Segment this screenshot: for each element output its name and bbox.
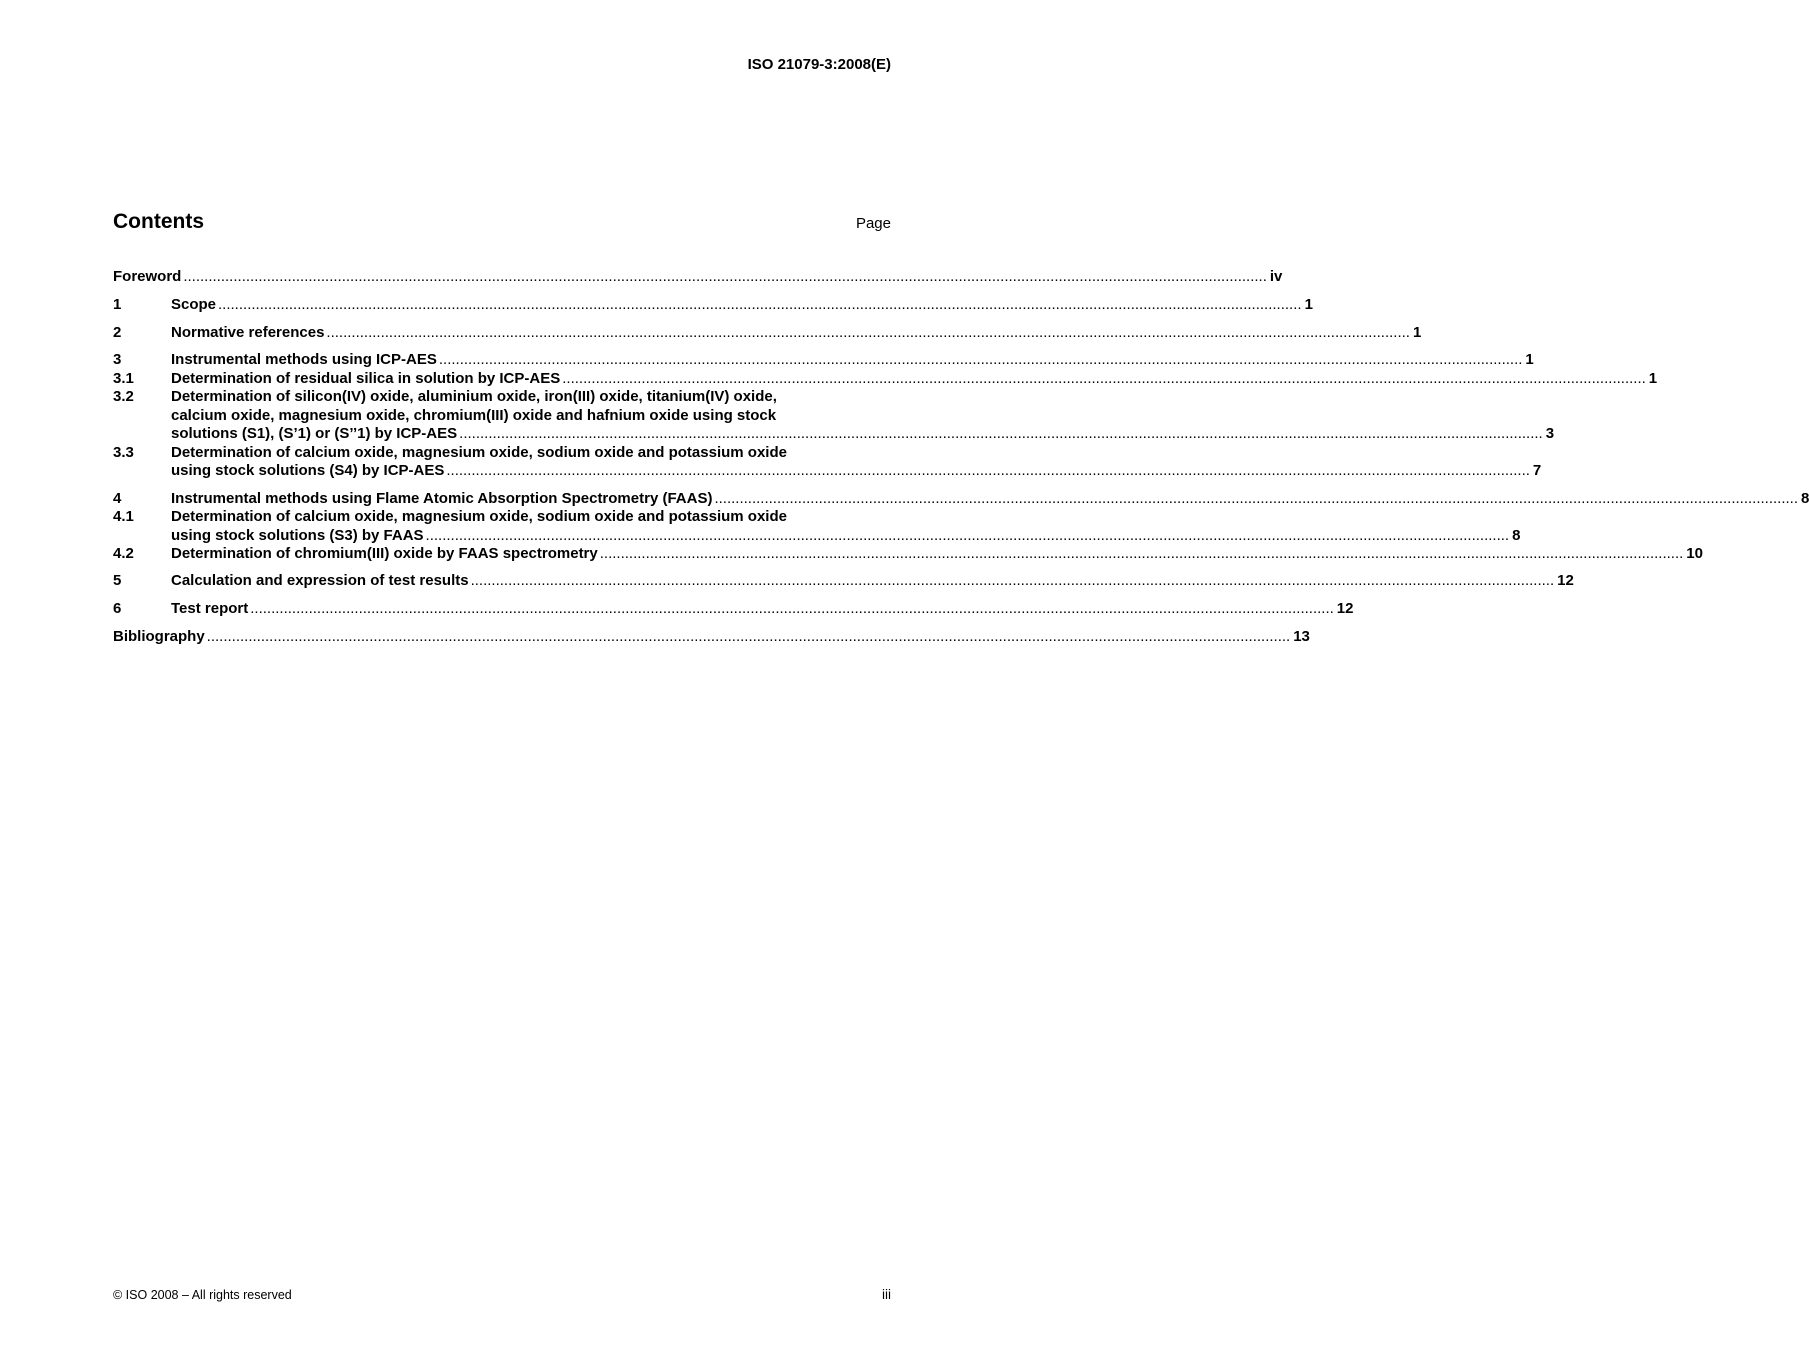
dot-leader: ....................................................................................................................................................................................................................................................................: [599, 545, 1684, 562]
dot-leader: ....................................................................................................................................................................................................................................................................: [562, 369, 1646, 387]
toc-entry[interactable]: [113, 489, 1809, 509]
toc-entry-title-line: [171, 425, 1555, 444]
dot-leader: ....................................................................................................................................................................................................................................................................: [438, 351, 1523, 368]
dot-leader: ....................................................................................................................................................................................................................................................................: [425, 526, 1510, 544]
toc-entry-title: Determination of chromium(III) oxide by FAAS spectrometry: [171, 545, 598, 562]
dot-leader: ....................................................................................................................................................................................................................................................................: [446, 462, 1530, 479]
toc-entry[interactable]: [113, 268, 1283, 287]
toc-entry-title-line: [171, 369, 1658, 389]
document-code: ISO 21079-3:2008(E): [747, 56, 891, 73]
toc-entry-number: 5: [113, 572, 122, 589]
dot-leader: ....................................................................................................................................................................................................................................................................: [459, 425, 1543, 442]
toc-entry-number: 1: [113, 296, 122, 313]
toc-entry-title: Test report: [171, 600, 249, 617]
toc-entry-title-line: [171, 545, 1703, 564]
toc-entry-page: 1: [1412, 323, 1422, 341]
toc-entry-title: Bibliography: [113, 628, 205, 645]
toc-entry-title-line: [113, 628, 1310, 647]
toc-entry-title-line: Determination of calcium oxide, magnesium oxide, sodium oxide and potassium oxide: [171, 508, 787, 525]
toc-entry-page: 12: [1336, 600, 1354, 617]
dot-leader: ....................................................................................................................................................................................................................................................................: [183, 268, 1267, 285]
toc-entry-number: 4.2: [113, 545, 134, 562]
toc-entry-title-line: [171, 296, 1313, 315]
toc-heading: [113, 210, 891, 234]
dot-leader: ....................................................................................................................................................................................................................................................................: [714, 489, 1798, 507]
toc-entry-number: 4: [113, 489, 122, 507]
toc-entry-title-line: [171, 526, 1521, 546]
toc-entry[interactable]: [113, 600, 1354, 619]
toc-entry-title-line: [171, 462, 1542, 481]
toc-entry-title: using stock solutions (S4) by ICP-AES: [171, 462, 445, 479]
toc-entry-title-line: [171, 323, 1422, 343]
toc-entry-title: Instrumental methods using Flame Atomic Absorption Spectrometry (FAAS): [171, 489, 713, 507]
toc-entry-title-line: Determination of silicon(IV) oxide, aluminium oxide, iron(III) oxide, titanium(IV) oxide,: [171, 388, 777, 405]
copyright-notice: © ISO 2008 – All rights reserved: [113, 1288, 292, 1302]
contents-title: Contents: [113, 210, 204, 233]
toc-entry[interactable]: [113, 388, 1555, 444]
toc-entry-number: 3: [113, 351, 122, 368]
toc-entry[interactable]: [113, 545, 1703, 564]
toc-entry-page: 13: [1293, 628, 1310, 645]
toc-entry[interactable]: [113, 508, 1521, 545]
toc-entry-title: using stock solutions (S3) by FAAS: [171, 526, 424, 544]
toc-entry-page: 3: [1545, 425, 1555, 442]
toc-entry[interactable]: [113, 443, 1542, 481]
toc-entry-page: 8: [1512, 526, 1521, 544]
toc-entry-page: 7: [1532, 462, 1542, 479]
dot-leader: ....................................................................................................................................................................................................................................................................: [206, 628, 1291, 645]
toc-entry-title-line: Determination of calcium oxide, magnesium oxide, sodium oxide and potassium oxide: [171, 443, 787, 461]
toc-entry-number: 3.2: [113, 388, 134, 405]
toc-entry-page: 1: [1525, 351, 1534, 368]
toc-entry-number: 3.3: [113, 443, 134, 461]
toc-entry-title: solutions (S1), (S’1) or (S’’1) by ICP-AES: [171, 425, 458, 442]
dot-leader: ....................................................................................................................................................................................................................................................................: [218, 296, 1302, 313]
toc-entry-number: 4.1: [113, 508, 134, 525]
dot-leader: ....................................................................................................................................................................................................................................................................: [326, 323, 1410, 341]
toc-entry-title: Scope: [171, 296, 217, 313]
toc-entry[interactable]: [113, 296, 1313, 315]
toc-entry-page: 1: [1648, 369, 1658, 387]
toc-entry-title: Calculation and expression of test results: [171, 572, 469, 589]
toc-entry-title-line: [171, 572, 1574, 591]
toc-entry-title-line: [171, 351, 1534, 370]
toc-entry-title: Normative references: [171, 323, 325, 341]
toc-entry-page: 12: [1557, 572, 1574, 589]
dot-leader: ....................................................................................................................................................................................................................................................................: [470, 572, 1555, 589]
toc-entry[interactable]: [113, 323, 1422, 343]
toc-entry[interactable]: [113, 369, 1658, 389]
toc-entry[interactable]: [113, 572, 1574, 591]
page-number: iii: [882, 1287, 891, 1302]
toc-entry-title: Determination of residual silica in solution by ICP-AES: [171, 369, 561, 387]
dot-leader: ....................................................................................................................................................................................................................................................................: [250, 600, 1334, 617]
page-column-label: Page: [855, 215, 891, 232]
toc-entry-title-line: [171, 489, 1809, 509]
table-of-contents: [113, 268, 1809, 647]
toc-entry[interactable]: [113, 351, 1534, 370]
toc-entry-page: 8: [1801, 489, 1809, 507]
toc-entry-number: 2: [113, 323, 122, 341]
toc-entry-title: Instrumental methods using ICP-AES: [171, 351, 437, 368]
toc-entry-number: 3.1: [113, 369, 134, 387]
toc-entry-title: Foreword: [113, 268, 182, 285]
toc-entry-page: 10: [1686, 545, 1703, 562]
toc-entry-number: 6: [113, 600, 122, 617]
toc-entry-page: iv: [1269, 268, 1283, 285]
toc-entry-title-line: calcium oxide, magnesium oxide, chromium(III) oxide and hafnium oxide using stock: [171, 406, 777, 424]
toc-entry[interactable]: [113, 628, 1310, 647]
toc-entry-title-line: [171, 600, 1354, 619]
toc-entry-title-line: [113, 268, 1283, 287]
toc-entry-page: 1: [1304, 296, 1313, 313]
